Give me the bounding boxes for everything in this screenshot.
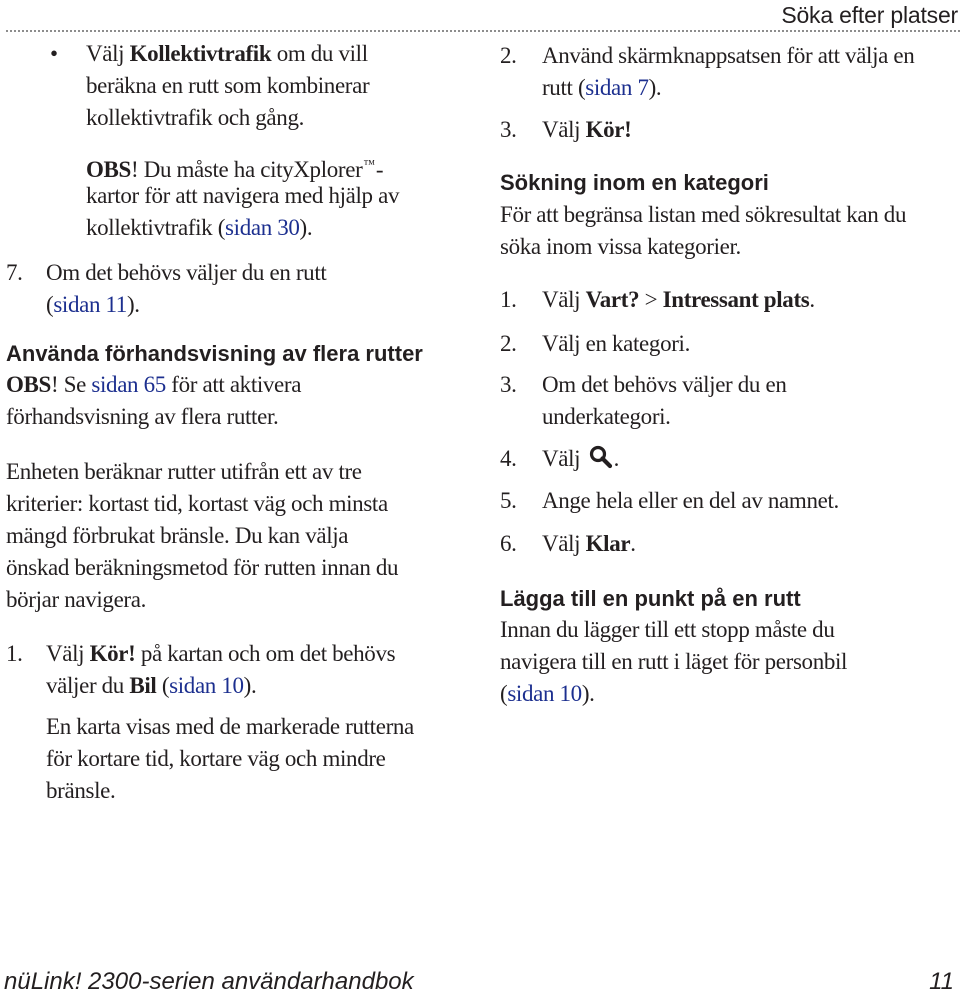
link-sidan-10-right[interactable]: sidan 10 bbox=[507, 681, 582, 706]
bullet-symbol: • bbox=[50, 41, 58, 66]
note-cityxplorer-line-3: kollektivtrafik (sidan 30). bbox=[86, 215, 313, 240]
section-heading-category-search: Sökning inom en kategori bbox=[500, 170, 769, 195]
category-intro-line-1: För att begränsa listan med sökresultat kan du bbox=[500, 202, 907, 227]
step-1-number: 1. bbox=[6, 641, 23, 666]
cat-step-1-number: 1. bbox=[500, 287, 517, 312]
footer-page-number: 11 bbox=[929, 968, 954, 995]
note-cityxplorer-line-2: kartor för att navigera med hjälp av bbox=[86, 183, 400, 208]
cat-step-3-line-2: underkategori. bbox=[542, 404, 671, 429]
section-heading-multi-route: Använda förhandsvisning av flera rutter bbox=[6, 341, 423, 366]
paragraph-line-2: kriterier: kortast tid, kortast väg och minsta bbox=[6, 491, 388, 516]
cat-step-2-line: Välj en kategori. bbox=[542, 331, 690, 356]
add-point-line-1: Innan du lägger till ett stopp måste du bbox=[500, 617, 835, 642]
step-2-line-2: rutt (sidan 7). bbox=[542, 75, 662, 100]
step-1-result-line-2: för kortare tid, kortare väg och mindre bbox=[46, 746, 386, 771]
cat-step-6-number: 6. bbox=[500, 531, 517, 556]
cat-step-3-number: 3. bbox=[500, 372, 517, 397]
note-preview-line-1: OBS! Se sidan 65 för att aktivera bbox=[6, 372, 302, 397]
page-footer bbox=[4, 968, 954, 1000]
add-point-line-2: navigera till en rutt i läget för personbil bbox=[500, 649, 848, 674]
note-cityxplorer-line-1: OBS! Du måste ha cityXplorer™- bbox=[86, 157, 384, 182]
cat-step-5-line: Ange hela eller en del av namnet. bbox=[542, 488, 839, 513]
link-sidan-65[interactable]: sidan 65 bbox=[91, 372, 166, 397]
step-1-line-2: väljer du Bil (sidan 10). bbox=[46, 673, 257, 698]
paragraph-line-3: mängd förbrukat bränsle. Du kan välja bbox=[6, 523, 349, 548]
paragraph-line-4: önskad beräkningsmetod för rutten innan du bbox=[6, 555, 399, 580]
option-kollektivtrafik: Kollektivtrafik bbox=[129, 41, 272, 66]
step-7-line-2: (sidan 11). bbox=[46, 292, 140, 317]
step-3-number: 3. bbox=[500, 117, 517, 142]
footer-manual-title: nüLink! 2300-serien användarhandbok bbox=[4, 968, 414, 995]
running-head: Söka efter platser bbox=[781, 2, 958, 28]
paragraph-line-1: Enheten beräknar rutter utifrån ett av tre bbox=[6, 459, 362, 484]
step-2-line-1: Använd skärmknappsatsen för att välja en bbox=[542, 43, 915, 68]
cat-step-4-number: 4. bbox=[500, 446, 517, 471]
search-icon bbox=[588, 444, 614, 470]
bullet-line-2: beräkna en rutt som kombinerar bbox=[86, 73, 370, 98]
cat-step-5-number: 5. bbox=[500, 488, 517, 513]
link-sidan-7[interactable]: sidan 7 bbox=[585, 75, 649, 100]
cat-step-2-number: 2. bbox=[500, 331, 517, 356]
link-sidan-11[interactable]: sidan 11 bbox=[53, 292, 127, 317]
paragraph-line-5: börjar navigera. bbox=[6, 587, 146, 612]
step-7-number: 7. bbox=[6, 260, 23, 285]
link-sidan-30[interactable]: sidan 30 bbox=[225, 215, 300, 240]
cat-step-1-line: Välj Vart? > Intressant plats. bbox=[542, 287, 815, 312]
cat-step-3-line-1: Om det behövs väljer du en bbox=[542, 372, 787, 397]
bullet-line-1: Välj Kollektivtrafik om du vill bbox=[86, 41, 368, 66]
cat-step-4-line: Välj . bbox=[542, 446, 620, 471]
step-1-result-line-3: bränsle. bbox=[46, 778, 116, 803]
step-1-line-1: Välj Kör! på kartan och om det behövs bbox=[46, 641, 396, 666]
bullet-line-3: kollektivtrafik och gång. bbox=[86, 105, 304, 130]
section-heading-add-point: Lägga till en punkt på en rutt bbox=[500, 586, 801, 611]
step-7-line-1: Om det behövs väljer du en rutt bbox=[46, 260, 327, 285]
step-2-number: 2. bbox=[500, 43, 517, 68]
header-dotted-rule bbox=[6, 30, 960, 32]
step-3-line: Välj Kör! bbox=[542, 117, 632, 142]
cat-step-6-line: Välj Klar. bbox=[542, 531, 636, 556]
add-point-line-3: (sidan 10). bbox=[500, 681, 595, 706]
category-intro-line-2: söka inom vissa kategorier. bbox=[500, 234, 741, 259]
link-sidan-10[interactable]: sidan 10 bbox=[169, 673, 244, 698]
step-1-result-line-1: En karta visas med de markerade rutterna bbox=[46, 714, 414, 739]
note-preview-line-2: förhandsvisning av flera rutter. bbox=[6, 404, 279, 429]
